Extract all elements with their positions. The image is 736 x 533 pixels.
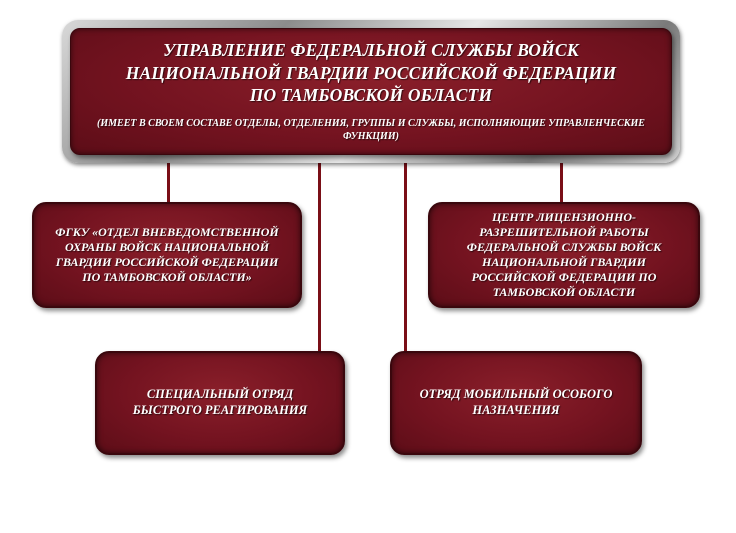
- unit-box-omon: [390, 351, 642, 455]
- unit-label-licensing: ЦЕНТР ЛИЦЕНЗИОННО-РАЗРЕШИТЕЛЬНОЙ РАБОТЫ ФЕДЕРАЛЬНОЙ СЛУЖБЫ ВОЙСК НАЦИОНАЛЬНОЙ ГВАРДИИ РОССИЙСКОЙ ФЕДЕРАЦИИ ПО ТАМБОВСКОЙ ОБЛАСТИ: [466, 210, 662, 299]
- connector-to-licensing: [560, 162, 563, 204]
- main-directorate-title: УПРАВЛЕНИЕ ФЕДЕРАЛЬНОЙ СЛУЖБЫ ВОЙСК НАЦИОНАЛЬНОЙ ГВАРДИИ РОССИЙСКОЙ ФЕДЕРАЦИИ ПО ТАМБОВСКОЙ ОБЛАСТИ: [125, 40, 617, 106]
- unit-box-fgku: [32, 202, 302, 308]
- connector-to-fgku: [167, 162, 170, 204]
- unit-label-fgku: ФГКУ «ОТДЕЛ ВНЕВЕДОМСТВЕННОЙ ОХРАНЫ ВОЙСК НАЦИОНАЛЬНОЙ ГВАРДИИ РОССИЙСКОЙ ФЕДЕРАЦИИ ПО ТАМБОВСКОЙ ОБЛАСТИ»: [55, 225, 279, 284]
- unit-box-licensing: [428, 202, 700, 308]
- unit-label-omon: ОТРЯД МОБИЛЬНЫЙ ОСОБОГО НАЗНАЧЕНИЯ: [419, 387, 613, 417]
- connector-to-omon: [404, 162, 407, 352]
- unit-box-sobr: [95, 351, 345, 455]
- main-directorate-box: [70, 28, 672, 155]
- main-directorate-subtitle: (ИМЕЕТ В СВОЕМ СОСТАВЕ ОТДЕЛЫ, ОТДЕЛЕНИЯ, ГРУППЫ И СЛУЖБЫ, ИСПОЛНЯЮЩИЕ УПРАВЛЕНЧЕСКИЕ ФУНКЦИИ): [97, 117, 645, 143]
- unit-label-sobr: СПЕЦИАЛЬНЫЙ ОТРЯД БЫСТРОГО РЕАГИРОВАНИЯ: [132, 387, 308, 417]
- connector-to-sobr: [318, 162, 321, 352]
